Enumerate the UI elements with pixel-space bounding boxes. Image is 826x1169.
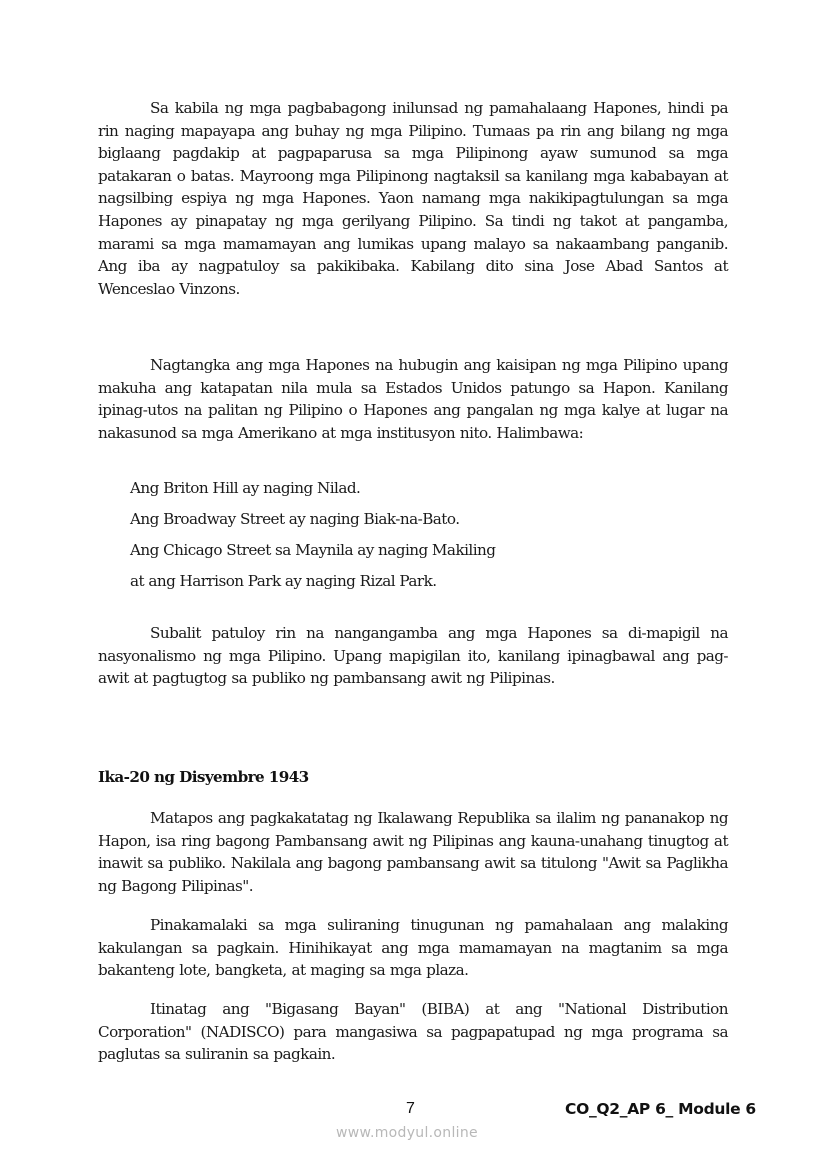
page-number: 7 [406,1100,415,1117]
paragraph-hubugin-kaisipan: Nagtangka ang mga Hapones na hubugin ang kaisipan ng mga Pilipino upang makuha ang katapatan nila mula sa Estados Unidos patungo sa Hapon. Kanilang ipinag-utos na palitan ng Pilipino o Hapones ang pangalan ng mga kalye at lugar na nakasunod sa mga Amerikano at mga institusyon nito. Halimbawa: [98,356,728,442]
paragraph-kakulangan-pagkain: Pinakamalaki sa mga suliraning tinugunan ng pamahalaan ang malaking kakulangan sa pagkain. Hinihikayat ang mga mamamayan na magtanim sa mga bakanteng lote, bangketa, at maging sa mga plaza. [98,916,728,980]
example-item: Ang Broadway Street ay naging Biak-na-Bato. [130,510,460,528]
paragraph-pagdakip: Sa kabila ng mga pagbabagong inilunsad ng pamahalaang Hapones, hindi pa rin naging mapayapa ang buhay ng mga Pilipino. Tumaas pa rin ang bilang ng mga biglaang pagdakip at pagpaparusa sa mga Pilipinong ayaw sumunod sa mga patakaran o batas. Mayroong mga Pilipinong nagtaksil sa kanilang mga kababayan at nagsilbing espiya ng mga Hapones. Yaon namang mga nakikipagtulungan sa mga Hapones ay pinapatay ng mga gerilyang Pilipino. Sa tindi ng takot at pangamba, marami sa mga mamamayan ang lumikas upang malayo sa nakaambang panganib. Ang iba ay nagpatuloy sa pakikibaka. Kabilang dito sina Jose Abad Santos at Wenceslao Vinzons. [98,99,728,298]
paragraph-biba-nadisco: Itinatag ang "Bigasang Bayan" (BIBA) at ang "National Distribution Corporation" (NADISCO) para mangasiwa sa pagpapatupad ng mga programa sa paglutas sa suliranin sa pagkain. [98,1000,728,1064]
paragraph-nasyonalismo: Subalit patuloy rin na nangangamba ang mga Hapones sa di-mapigil na nasyonalismo ng mga Pilipino. Upang mapigilan ito, kanilang ipinagbawal ang pag-awit at pagtugtog sa publiko ng pambansang awit ng Pilipinas. [98,624,728,688]
example-item: at ang Harrison Park ay naging Rizal Park. [130,572,437,590]
example-item: Ang Briton Hill ay naging Nilad. [130,479,361,497]
module-code: CO_Q2_AP 6_ Module 6 [565,1100,756,1118]
paragraph-ikalawang-republika: Matapos ang pagkakatatag ng Ikalawang Republika sa ilalim ng pananakop ng Hapon, isa ring bagong Pambansang awit ng Pilipinas ang kauna-unahang tinugtog at inawit sa publiko. Nakilala ang bagong pambansang awit sa titulong "Awit sa Paglikha ng Bagong Pilipinas". [98,809,728,895]
section-heading: Ika-20 ng Disyembre 1943 [98,768,309,786]
watermark: www.modyul.online [336,1125,478,1141]
example-item: Ang Chicago Street sa Maynila ay naging Makiling [130,541,496,559]
